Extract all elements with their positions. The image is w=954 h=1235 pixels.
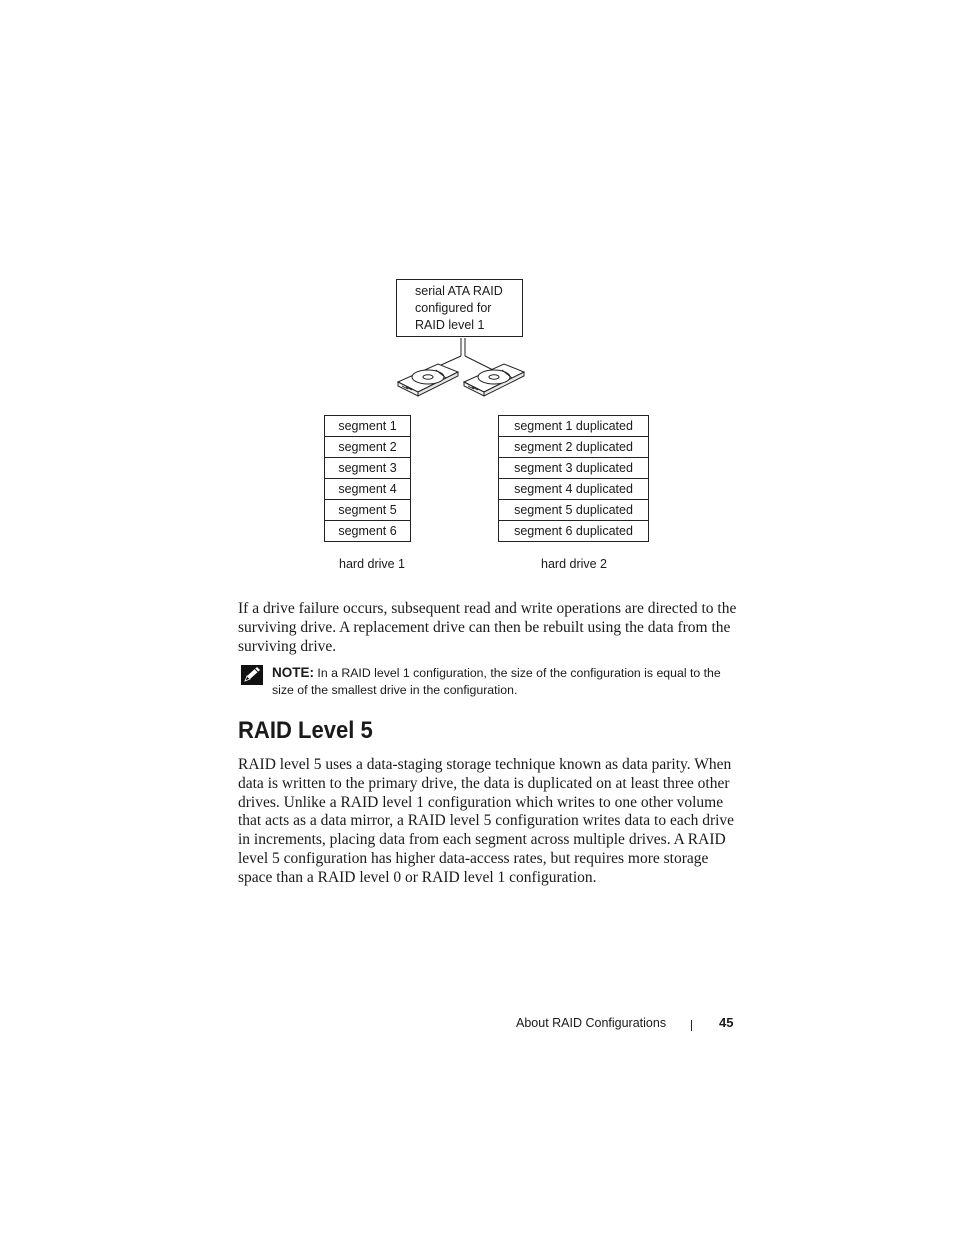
table-row	[325, 437, 411, 458]
drive1-caption: hard drive 1	[339, 557, 406, 571]
table-row	[325, 416, 411, 437]
segment-cell: segment 6 duplicated	[499, 521, 649, 542]
note-label: NOTE:	[272, 665, 314, 680]
table-row	[325, 500, 411, 521]
drive2-caption: hard drive 2	[541, 557, 608, 571]
drive2-segment-table	[498, 415, 649, 542]
segment-cell: segment 4 duplicated	[499, 479, 649, 500]
hard-drive-icon	[464, 364, 524, 396]
note-body: In a RAID level 1 configuration, the size of the configuration is equal to the size of the smallest drive in the configuration.	[272, 666, 721, 697]
table-row	[499, 521, 649, 542]
footer-divider	[691, 1020, 692, 1031]
raid-controller-box	[396, 279, 523, 337]
table-row	[499, 458, 649, 479]
segment-cell: segment 3 duplicated	[499, 458, 649, 479]
table-row	[499, 479, 649, 500]
segment-cell: segment 6	[325, 521, 411, 542]
drive-failure-paragraph: If a drive failure occurs, subsequent read and write operations are directed to the surviving drive. A replacement drive can then be rebuilt using the data from the surviving drive.	[238, 600, 737, 655]
note-callout	[272, 664, 742, 699]
segment-cell: segment 2	[325, 437, 411, 458]
controller-label-line-2: configured for	[415, 301, 492, 315]
connector-lines	[430, 338, 493, 370]
segment-cell: segment 5 duplicated	[499, 500, 649, 521]
hard-drive-icon	[398, 364, 458, 396]
drive1-segment-table	[324, 415, 411, 542]
raid5-paragraph: RAID level 5 uses a data-staging storage technique known as data parity. When data is written to the primary drive, the data is duplicated on at least three other drives. Unlike a RAID level 1 configuration which writes to one other volume that acts as a data mirror, a RAID level 5 configuration writes data to each drive in increments, placing data from each segment across multiple drives. A RAID level 5 configuration has higher data-access rates, but requires more storage space than a RAID level 0 or RAID level 1 configuration.	[238, 756, 735, 886]
segment-cell: segment 1 duplicated	[499, 416, 649, 437]
segment-cell: segment 3	[325, 458, 411, 479]
table-row	[325, 521, 411, 542]
table-row	[499, 437, 649, 458]
page-number: 45	[719, 1015, 734, 1030]
controller-label-line-3: RAID level 1	[415, 318, 485, 332]
pencil-note-icon	[240, 664, 264, 686]
footer-section-title: About RAID Configurations	[516, 1016, 667, 1030]
section-heading: RAID Level 5	[238, 717, 373, 744]
table-row	[325, 458, 411, 479]
segment-cell: segment 1	[325, 416, 411, 437]
table-row	[325, 479, 411, 500]
controller-label-line-1: serial ATA RAID	[415, 284, 503, 298]
segment-cell: segment 2 duplicated	[499, 437, 649, 458]
table-row	[499, 416, 649, 437]
table-row	[499, 500, 649, 521]
segment-cell: segment 5	[325, 500, 411, 521]
segment-cell: segment 4	[325, 479, 411, 500]
